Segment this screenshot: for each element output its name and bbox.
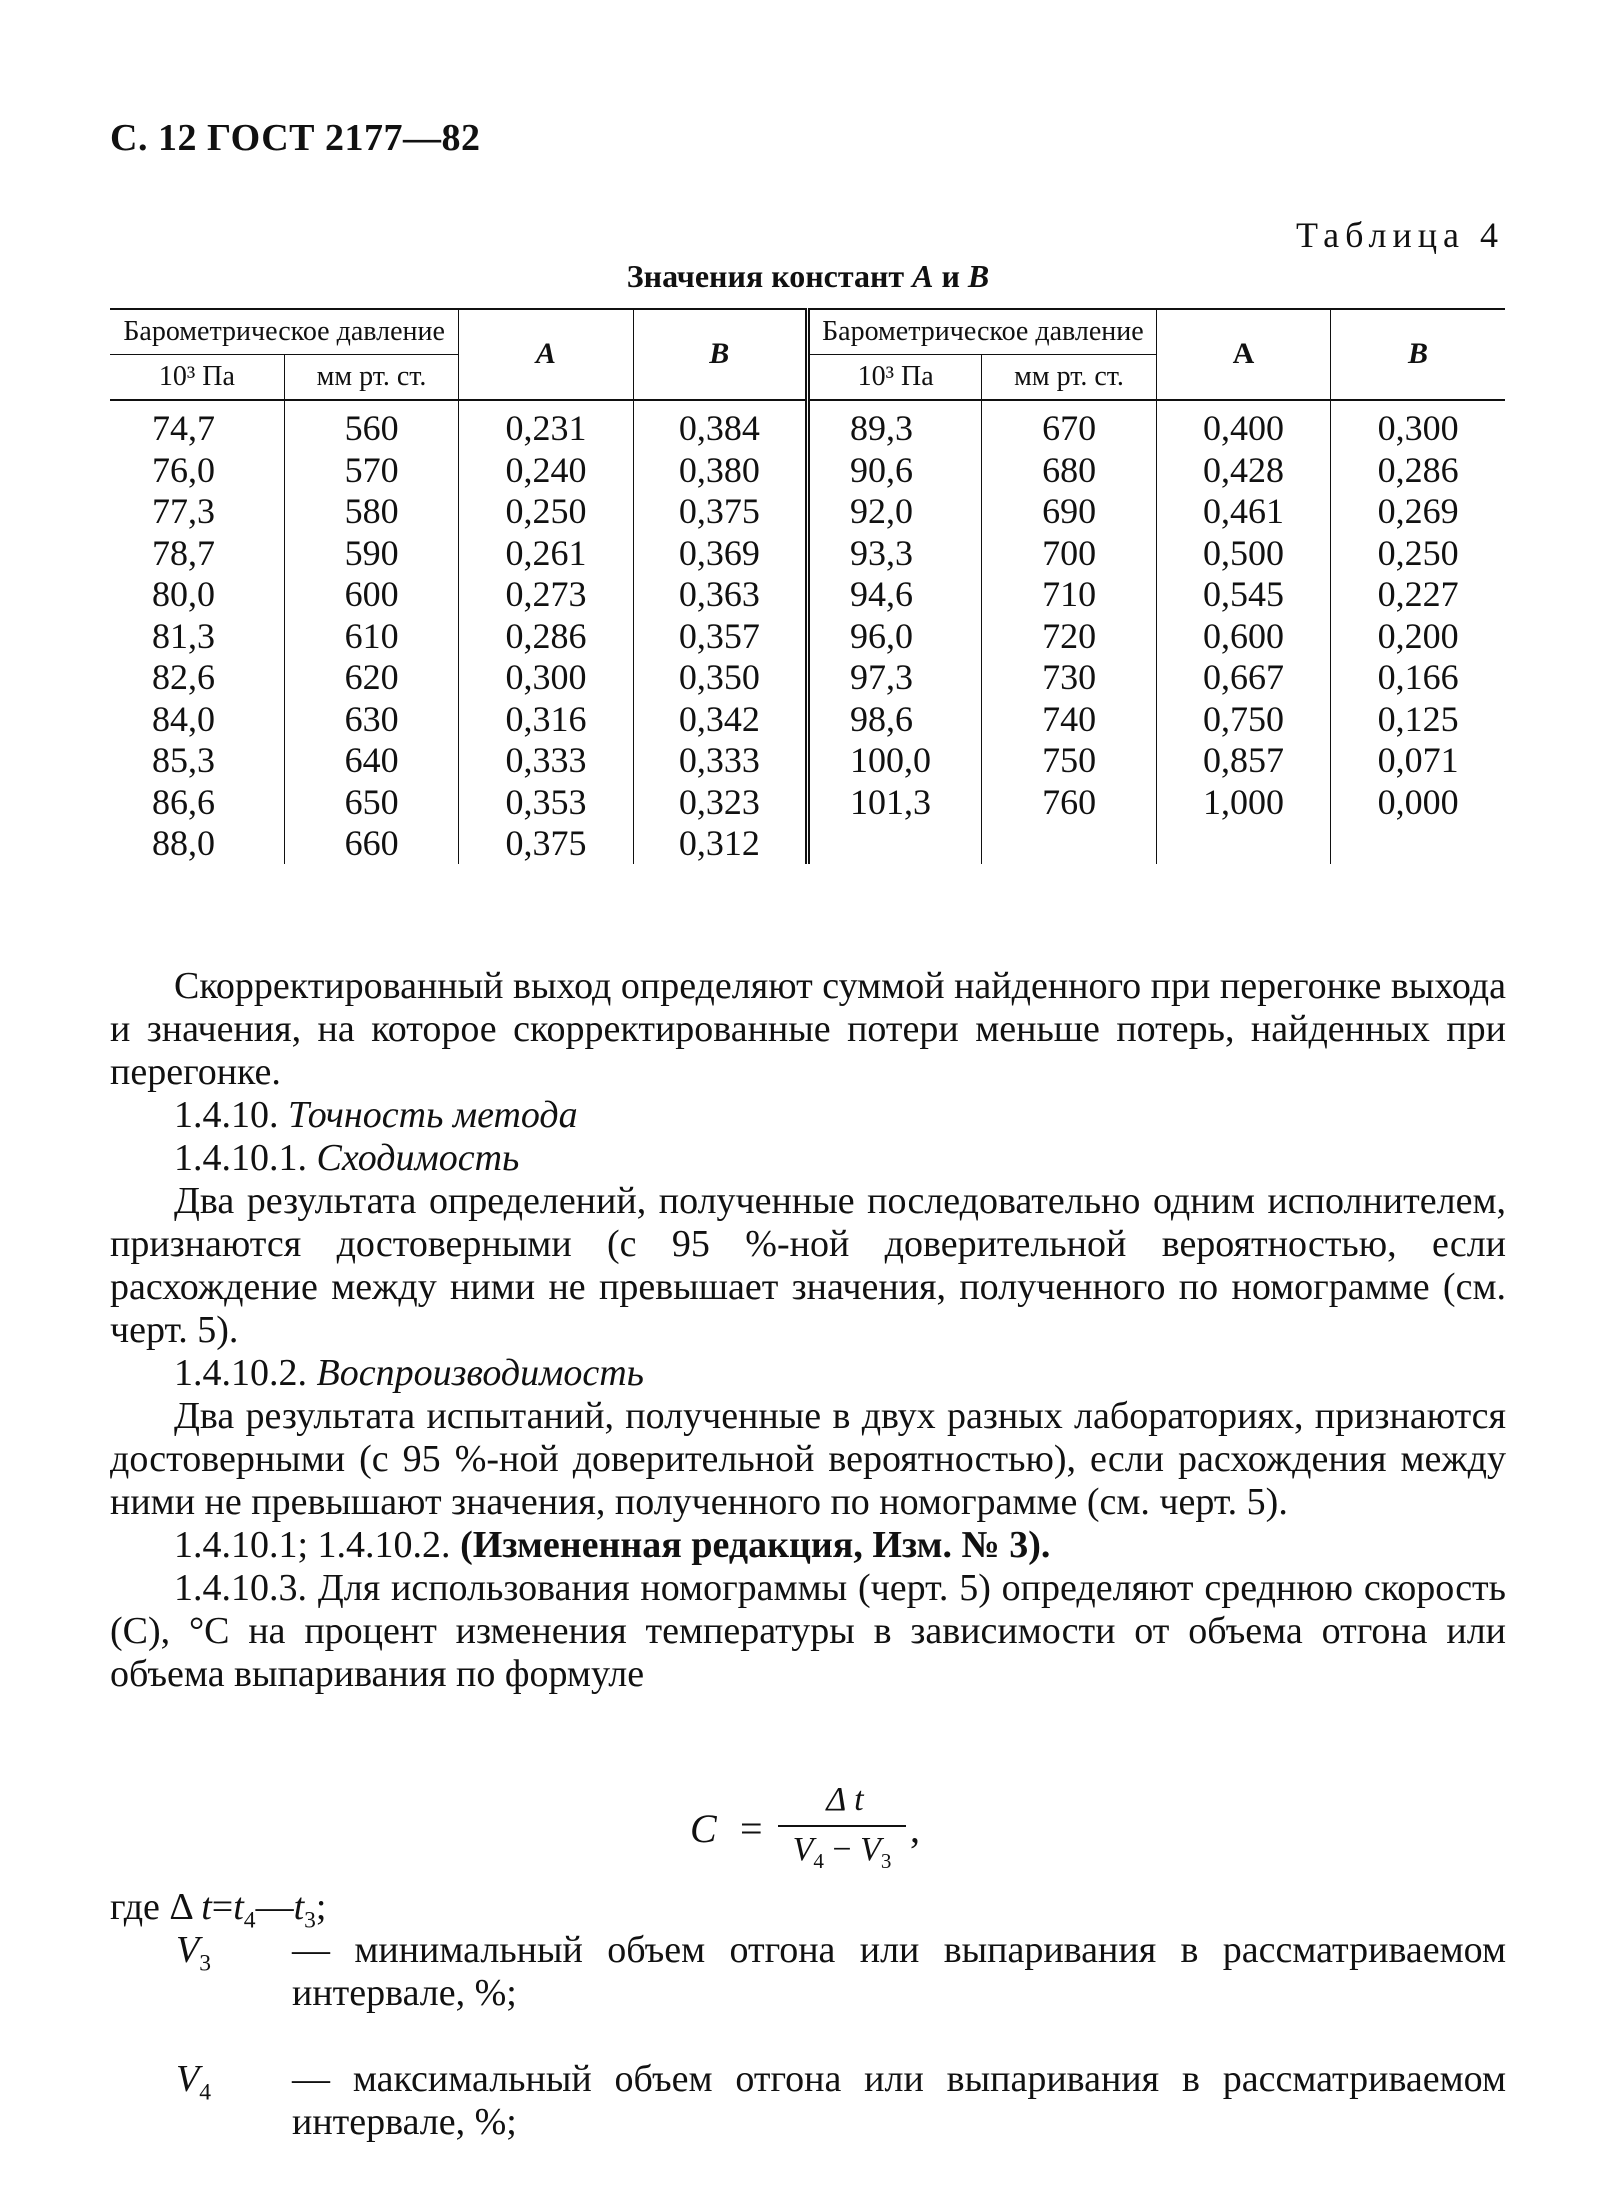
cell-a-left: 0,231 <box>459 400 633 449</box>
cell-a-left: 0,273 <box>459 573 633 615</box>
cell-a-right: 0,400 <box>1156 400 1330 449</box>
cell-pa-right: 93,3 <box>808 532 982 574</box>
formula-v3-sub: 3 <box>880 1848 892 1873</box>
heading-accuracy-title: Точность метода <box>288 1094 578 1136</box>
cell-a-right: 1,000 <box>1156 781 1330 823</box>
cell-mm-left: 570 <box>284 449 458 491</box>
formula <box>0 1781 1616 1875</box>
cell-mm-right: 690 <box>982 490 1156 532</box>
formula-v3: V <box>860 1831 881 1868</box>
col-header-b-left: B <box>633 309 807 400</box>
table-row <box>110 573 1505 615</box>
group-header-right: Барометрическое давление <box>808 309 1157 355</box>
col-header-pa-right: 10³ Па <box>808 355 982 401</box>
cell-mm-left: 660 <box>284 822 458 864</box>
formula-lhs: C <box>690 1806 717 1851</box>
cell-a-right: 0,667 <box>1156 656 1330 698</box>
table-body <box>110 400 1505 864</box>
cell-pa-left: 86,6 <box>110 781 284 823</box>
cell-a-right: 0,857 <box>1156 739 1330 781</box>
cell-a-left: 0,250 <box>459 490 633 532</box>
table-title-prefix: Значения констант <box>626 258 913 294</box>
table-title-b: B <box>967 258 990 294</box>
cell-b-left: 0,312 <box>633 822 807 864</box>
cell-pa-right: 90,6 <box>808 449 982 491</box>
cell-pa-left: 81,3 <box>110 615 284 657</box>
cell-pa-left: 84,0 <box>110 698 284 740</box>
heading-repeatability <box>110 1137 1506 1180</box>
constants-table <box>110 308 1505 864</box>
page-header: С. 12 ГОСТ 2177—82 <box>110 117 481 159</box>
cell-b-right: 0,166 <box>1377 657 1459 698</box>
cell-b-left: 0,357 <box>633 615 807 657</box>
cell-mm-right: 720 <box>982 615 1156 657</box>
cell-mm-right: 700 <box>982 532 1156 574</box>
cell-a-left: 0,375 <box>459 822 633 864</box>
table-title <box>0 258 1616 295</box>
cell-mm-left: 650 <box>284 781 458 823</box>
cell-mm-left: 610 <box>284 615 458 657</box>
cell-b-left: 0,375 <box>633 490 807 532</box>
col-header-mm-left: мм рт. ст. <box>284 355 458 401</box>
table-title-a: A <box>912 258 934 294</box>
cell-mm-right <box>982 822 1156 864</box>
paragraph-repeatability: Два результата определений, полученные последовательно одним исполнителем, признаются достоверными (с 95 %-ной доверительной вероятностью, если расхождение между ними не превышает значения, полученного по номограмме (см. черт. 5). <box>110 1180 1506 1351</box>
where-line <box>110 1886 1506 1934</box>
body-text <box>110 965 1506 1696</box>
cell-pa-left: 85,3 <box>110 739 284 781</box>
table-row <box>110 400 1505 449</box>
cell-pa-right: 97,3 <box>808 656 982 698</box>
table-row <box>110 698 1505 740</box>
heading-accuracy <box>110 1094 1506 1137</box>
cell-pa-right: 89,3 <box>808 400 982 449</box>
cell-b-right: 0,300 <box>1377 408 1459 449</box>
cell-b-right: 0,200 <box>1377 615 1459 656</box>
cell-b-left: 0,369 <box>633 532 807 574</box>
cell-mm-right: 750 <box>982 739 1156 781</box>
heading-reproducibility <box>110 1352 1506 1395</box>
col-header-a-right: A <box>1156 309 1330 400</box>
where-intro: где Δ <box>110 1886 202 1928</box>
formula-minus: − <box>823 1831 861 1868</box>
cell-b-right: 0,286 <box>1377 449 1459 490</box>
definition-v3-text: — минимальный объем отгона или выпаривания в рассматриваемом интервале, %; <box>292 1929 1506 2014</box>
heading-reproducibility-num: 1.4.10.2. <box>174 1352 317 1394</box>
cell-pa-left: 77,3 <box>110 490 284 532</box>
cell-pa-left: 82,6 <box>110 656 284 698</box>
cell-mm-right: 670 <box>982 400 1156 449</box>
definition-v4-sub: 4 <box>199 2079 211 2106</box>
cell-a-left: 0,261 <box>459 532 633 574</box>
table-row <box>110 490 1505 532</box>
where-t3-sub: 3 <box>304 1907 316 1934</box>
cell-b-right: 0,071 <box>1377 740 1459 781</box>
cell-b-right: 0,227 <box>1377 574 1459 615</box>
cell-a-right: 0,600 <box>1156 615 1330 657</box>
cell-b-left: 0,363 <box>633 573 807 615</box>
cell-pa-left: 78,7 <box>110 532 284 574</box>
cell-b-right <box>1331 822 1505 864</box>
formula-comma: , <box>910 1806 920 1851</box>
where-t4: t <box>233 1886 244 1928</box>
cell-b-right: 0,125 <box>1377 698 1459 739</box>
heading-accuracy-num: 1.4.10. <box>174 1094 288 1136</box>
cell-a-left: 0,240 <box>459 449 633 491</box>
cell-mm-left: 560 <box>284 400 458 449</box>
cell-a-left: 0,353 <box>459 781 633 823</box>
table-title-and: и <box>933 258 968 294</box>
cell-pa-left: 74,7 <box>110 400 284 449</box>
cell-a-right: 0,750 <box>1156 698 1330 740</box>
cell-b-left: 0,380 <box>633 449 807 491</box>
definition-v3-sub: 3 <box>199 1950 211 1977</box>
where-end: ; <box>315 1886 327 1928</box>
table-row <box>110 822 1505 864</box>
cell-b-left: 0,323 <box>633 781 807 823</box>
cell-mm-right: 680 <box>982 449 1156 491</box>
cell-a-right: 0,500 <box>1156 532 1330 574</box>
definition-v3 <box>176 1929 1506 2015</box>
formula-equals: = <box>740 1806 763 1851</box>
formula-denominator <box>778 1831 906 1873</box>
cell-b-left: 0,384 <box>633 400 807 449</box>
formula-v4-sub: 4 <box>813 1848 824 1873</box>
amendment-num: 1.4.10.1; 1.4.10.2. <box>174 1524 461 1566</box>
cell-mm-left: 620 <box>284 656 458 698</box>
cell-mm-right: 740 <box>982 698 1156 740</box>
cell-mm-left: 600 <box>284 573 458 615</box>
where-t: t <box>201 1886 212 1928</box>
table-row <box>110 615 1505 657</box>
col-header-a-left: A <box>459 309 633 400</box>
cell-mm-left: 630 <box>284 698 458 740</box>
cell-pa-left: 76,0 <box>110 449 284 491</box>
where-t4-sub: 4 <box>243 1907 256 1934</box>
amendment-text: (Измененная редакция, Изм. № 3). <box>460 1524 1051 1566</box>
formula-v4: V <box>792 1831 814 1868</box>
table-row <box>110 781 1505 823</box>
cell-a-left: 0,316 <box>459 698 633 740</box>
cell-a-left: 0,333 <box>459 739 633 781</box>
table-row <box>110 656 1505 698</box>
paragraph-nomogram: 1.4.10.3. Для использования номограммы (черт. 5) определяют среднюю скорость (С), °С на процент изменения температуры в зависимости от объема отгона или объема выпаривания по формуле <box>110 1567 1506 1695</box>
cell-a-left: 0,286 <box>459 615 633 657</box>
cell-b-right: 0,250 <box>1377 532 1459 573</box>
heading-reproducibility-title: Воспроизводимость <box>316 1352 644 1394</box>
cell-pa-left: 80,0 <box>110 573 284 615</box>
col-header-mm-right: мм рт. ст. <box>982 355 1156 401</box>
cell-b-left: 0,333 <box>633 739 807 781</box>
where-eq: = <box>211 1886 234 1928</box>
cell-pa-right: 92,0 <box>808 490 982 532</box>
where-t3: t <box>293 1886 305 1928</box>
cell-pa-right: 96,0 <box>808 615 982 657</box>
cell-b-left: 0,350 <box>633 656 807 698</box>
heading-repeatability-num: 1.4.10.1. <box>174 1137 317 1179</box>
col-header-pa-left: 10³ Па <box>110 355 284 401</box>
cell-a-right: 0,428 <box>1156 449 1330 491</box>
table-row <box>110 449 1505 491</box>
cell-pa-right: 98,6 <box>808 698 982 740</box>
table-label: Таблица 4 <box>1296 215 1504 255</box>
definition-v4-symbol <box>176 2058 211 2106</box>
col-header-b-right: B <box>1331 309 1505 400</box>
formula-fraction-bar <box>778 1825 906 1827</box>
cell-a-right <box>1156 822 1330 864</box>
cell-pa-right: 100,0 <box>808 739 982 781</box>
definition-v4-letter: V <box>176 2058 200 2100</box>
table-row <box>110 532 1505 574</box>
definition-v4 <box>176 2058 1506 2144</box>
cell-mm-right: 730 <box>982 656 1156 698</box>
cell-pa-right <box>808 822 982 864</box>
cell-a-right: 0,461 <box>1156 490 1330 532</box>
cell-pa-right: 94,6 <box>808 573 982 615</box>
cell-mm-left: 640 <box>284 739 458 781</box>
cell-a-left: 0,300 <box>459 656 633 698</box>
cell-pa-right: 101,3 <box>808 781 982 823</box>
paragraph-corrected-yield: Скорректированный выход определяют суммой найденного при перегонке выхода и значения, на которое скорректированные потери меньше потерь, найденных при перегонке. <box>110 965 1506 1093</box>
table-row <box>110 739 1505 781</box>
cell-mm-left: 580 <box>284 490 458 532</box>
paragraph-reproducibility: Два результата испытаний, полученные в двух разных лабораториях, признаются достоверными (с 95 %-ной доверительной вероятностью), если расхождения между ними не превышают значения, полученного по номограмме (см. черт. 5). <box>110 1395 1506 1523</box>
heading-repeatability-title: Сходимость <box>316 1137 520 1179</box>
definition-v3-letter: V <box>176 1929 200 1971</box>
cell-a-right: 0,545 <box>1156 573 1330 615</box>
where-dash: — <box>255 1886 294 1928</box>
cell-b-left: 0,342 <box>633 698 807 740</box>
definition-v3-symbol <box>176 1929 211 1977</box>
cell-mm-right: 760 <box>982 781 1156 823</box>
cell-b-right: 0,000 <box>1377 781 1459 822</box>
definition-v4-text: — максимальный объем отгона или выпаривания в рассматриваемом интервале, %; <box>292 2058 1506 2143</box>
amendment-note <box>110 1524 1506 1567</box>
group-header-left: Барометрическое давление <box>110 309 459 355</box>
formula-numerator: Δ t <box>826 1781 864 1818</box>
cell-pa-left: 88,0 <box>110 822 284 864</box>
cell-mm-right: 710 <box>982 573 1156 615</box>
cell-b-right: 0,269 <box>1377 491 1459 532</box>
cell-mm-left: 590 <box>284 532 458 574</box>
